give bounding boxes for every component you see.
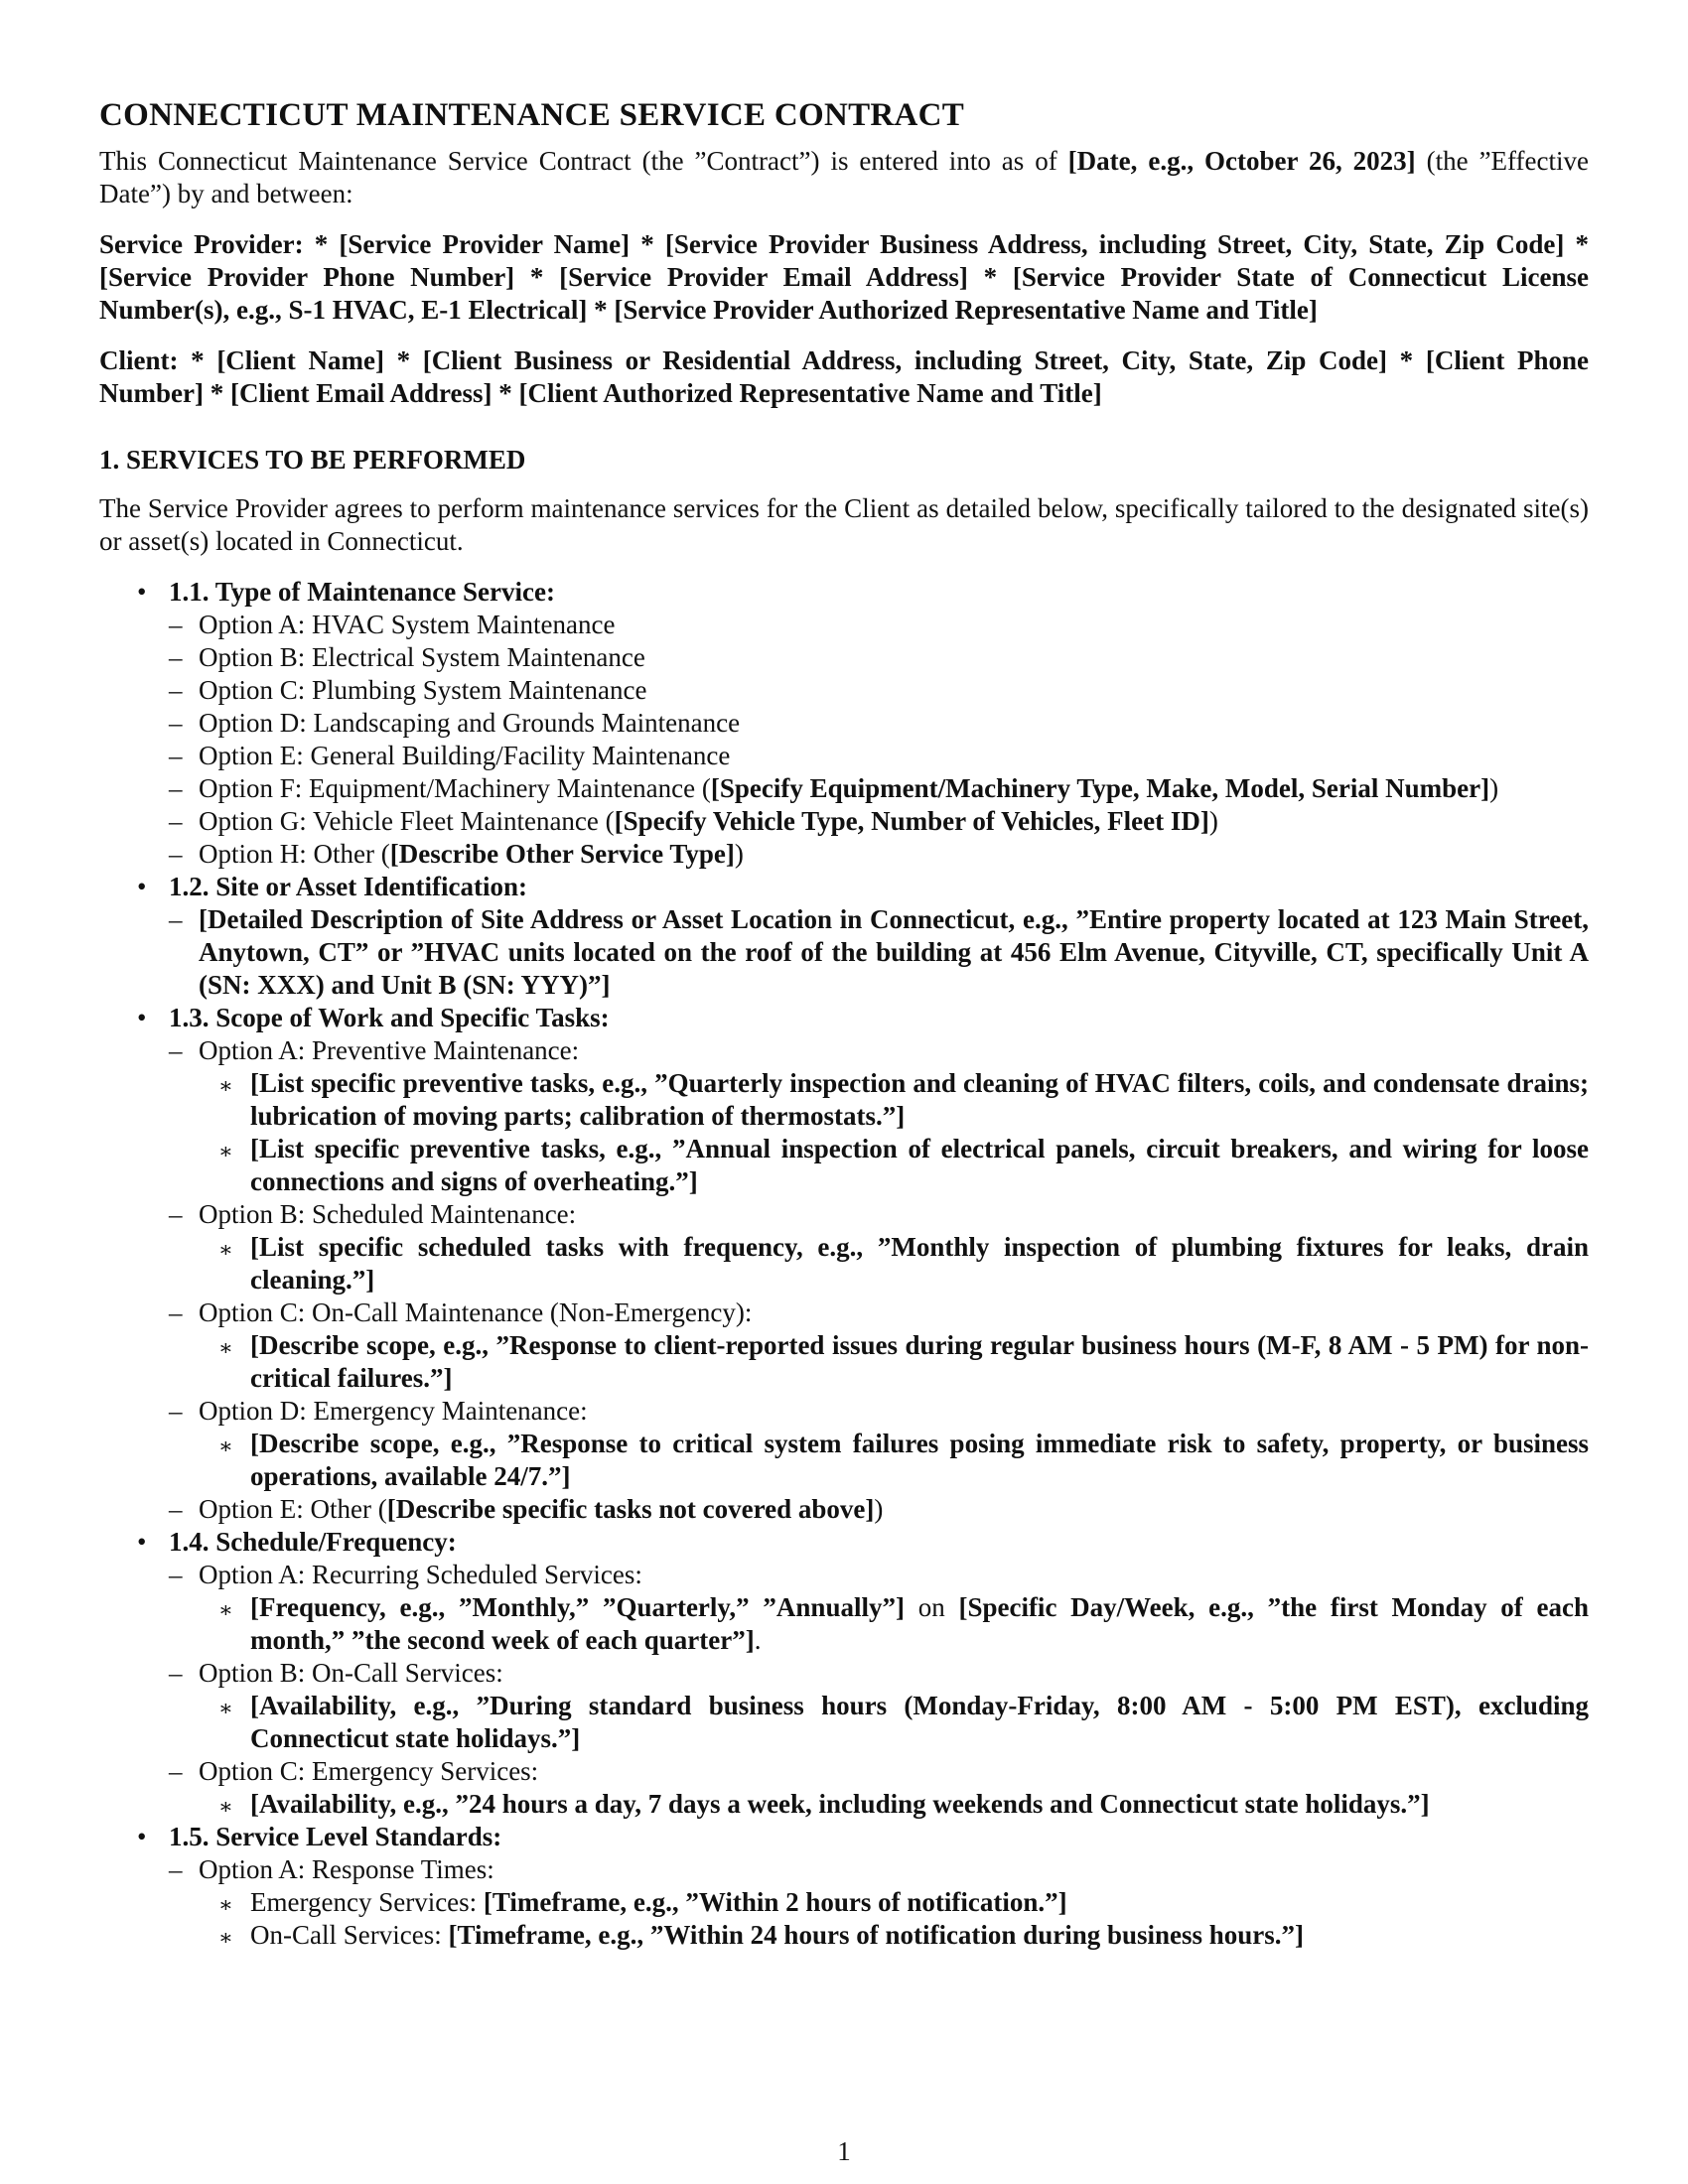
intro-paragraph: This Connecticut Maintenance Service Contract (the ”Contract”) is entered into as of [Date, e.g., October 26, 2023] (the ”Effective Date”) by and between: bbox=[99, 146, 1589, 208]
list-item: – Option E: Other ([Describe specific tasks not covered above]) bbox=[169, 1494, 884, 1524]
list-item: – Option B: Scheduled Maintenance: ∗ [List specific scheduled tasks with frequency, e.g., ”Monthly inspection of plumbing fixtures for leaks, drain cleaning.”] bbox=[169, 1199, 1589, 1295]
list-item: – Option B: Electrical System Maintenance bbox=[169, 642, 645, 672]
list-item: – Option C: On-Call Maintenance (Non-Emergency): ∗ [Describe scope, e.g., ”Response to client-reported issues during regular business hours (M-F, 8 AM - 5 PM) for non-critical failures.”] bbox=[169, 1297, 1589, 1393]
list-item: – Option A: Preventive Maintenance: ∗ [List specific preventive tasks, e.g., ”Quarterly inspection and cleaning of HVAC filters, coils, and condensate drains; lubrication of moving parts; calibration of thermostats.”] ∗ [List specific preventive tasks, e.g., ”Annual inspection of electrical panels, circuit breakers, and wiring for loose connections and signs of overheating.”] bbox=[169, 1035, 1589, 1196]
list-item: – Option D: Emergency Maintenance: ∗ [Describe scope, e.g., ”Response to critical system failures posing immediate risk to safety, property, or business operations, available 24/7.”] bbox=[169, 1396, 1589, 1491]
list-item: – Option C: Plumbing System Maintenance bbox=[169, 675, 647, 705]
list-item: – [Detailed Description of Site Address or Asset Location in Connecticut, e.g., ”Entire property located at 123 Main Street, Anytown, CT” or ”HVAC units located on the roof of the building at 456 Elm Avenue, Cityville, CT, specifically Unit A (SN: XXX) and Unit B (SN: YYY)”] bbox=[169, 904, 1589, 1000]
page-number: 1 bbox=[837, 2136, 851, 2166]
list-item: ∗ [Describe scope, e.g., ”Response to critical system failures posing immediate risk to safety, property, or business operations, available 24/7.”] bbox=[218, 1429, 1589, 1491]
list-item: ∗ Emergency Services: [Timeframe, e.g., ”Within 2 hours of notification.”] bbox=[218, 1887, 1067, 1917]
list-item: ∗ [Describe scope, e.g., ”Response to client-reported issues during regular business hours (M-F, 8 AM - 5 PM) for non-critical failures.”] bbox=[218, 1330, 1589, 1393]
section-1-heading: 1. SERVICES TO BE PERFORMED bbox=[99, 445, 526, 475]
list-item: – Option A: Response Times: ∗ Emergency Services: [Timeframe, e.g., ”Within 2 hours of notification.”] ∗ On-Call Services: [Timeframe, e.g., ”Within 24 hours of notification during business hours.”] bbox=[169, 1853, 1589, 1952]
list-item: – Option E: General Building/Facility Maintenance bbox=[169, 741, 731, 770]
list-item: – Option A: Recurring Scheduled Services: ∗ [Frequency, e.g., ”Monthly,” ”Quarterly,” ”Annually”] on [Specific Day/Week, e.g., ”the first Monday of each month,” ”the second week of each quarter”]. bbox=[169, 1560, 1590, 1655]
list-item: • 1.1. Type of Maintenance Service: – Option A: HVAC System Maintenance – Option B: Electrical System Maintenance – Option C: Plumbing System Maintenance – Option D: Landscaping and Grounds Maintenance – Option E: General Building/Facility Maintenance – Option F: Equipment/Machinery Maintenance ([Specify Equipment/Machinery Type, Make, Model, Serial Number]) – Option G: Vehicle Fleet Maintenance ([Specify Vehicle Type, Number of Vehicles, Fleet ID]) – Option H: Other ([Describe Other Service Type]) bbox=[99, 576, 1589, 871]
list-item: – Option B: On-Call Services: ∗ [Availability, e.g., ”During standard business hours (Monday-Friday, 8:00 AM - 5:00 PM EST), excluding Connecticut state holidays.”] bbox=[169, 1658, 1589, 1753]
list-item: • 1.3. Scope of Work and Specific Tasks: – Option A: Preventive Maintenance: ∗ [List specific preventive tasks, e.g., ”Quarterly inspection and cleaning of HVAC filters, coils, and condensate drains; lubrication of moving parts; calibration of thermostats.”] ∗ [List specific preventive tasks, e.g., ”Annual inspection of electrical panels, circuit breakers, and wiring for loose connections and signs of overheating.”] – Option B: Scheduled Maintenance: ∗ [List specific scheduled tasks with frequency, e.g., ”Monthly inspection of plumbing fixtures for leaks, drain cleaning.”] – Option C: On-Call Maintenance (Non-Emergency): ∗ [Describe scope, e.g., ”Response to client-reported issues during regular business hours (M-F, 8 AM - 5 PM) for non-critical failures.”] – Option D: Emergency Maintenance: ∗ [Describe scope, e.g., ”Response to critical system failures posing immediate risk to safety, property, or business operations, available 24/7.”] – Option E: Other ([Describe specific tasks not covered above]) bbox=[137, 1003, 1589, 1524]
list-item: ∗ [List specific scheduled tasks with frequency, e.g., ”Monthly inspection of plumbing fixtures for leaks, drain cleaning.”] bbox=[218, 1232, 1589, 1295]
list-item: – Option A: HVAC System Maintenance bbox=[169, 610, 616, 639]
list-item: • 1.5. Service Level Standards: – Option A: Response Times: ∗ Emergency Services: [Timeframe, e.g., ”Within 2 hours of notification.”] ∗ On-Call Services: [Timeframe, e.g., ”Within 24 hours of notification during business hours.”] bbox=[99, 1821, 1589, 1952]
list-item: ∗ [Availability, e.g., ”24 hours a day, 7 days a week, including weekends and Connecticut state holidays.”] bbox=[218, 1789, 1430, 1819]
list-item: ∗ On-Call Services: [Timeframe, e.g., ”Within 24 hours of notification during business hours.”] bbox=[218, 1920, 1305, 1950]
client-block: Client: * [Client Name] * [Client Business or Residential Address, including Street, City, State, Zip Code] * [Client Phone Number] * [Client Email Address] * [Client Authorized Representative Name and Title] bbox=[99, 345, 1589, 408]
list-item: ∗ [List specific preventive tasks, e.g., ”Annual inspection of electrical panels, circuit breakers, and wiring for loose connections and signs of overheating.”] bbox=[218, 1134, 1589, 1196]
list-item: ∗ [Frequency, e.g., ”Monthly,” ”Quarterly,” ”Annually”] on [Specific Day/Week, e.g., ”the first Monday of each month,” ”the second week of each quarter”]. bbox=[218, 1592, 1590, 1655]
list-item: – Option G: Vehicle Fleet Maintenance ([Specify Vehicle Type, Number of Vehicles, Fleet ID]) bbox=[169, 806, 1218, 836]
list-item: • 1.2. Site or Asset Identification: – [Detailed Description of Site Address or Asset Location in Connecticut, e.g., ”Entire property located at 123 Main Street, Anytown, CT” or ”HVAC units located on the roof of the building at 456 Elm Avenue, Cityville, CT, specifically Unit A (SN: XXX) and Unit B (SN: YYY)”] bbox=[137, 872, 1589, 1000]
list-item: – Option F: Equipment/Machinery Maintenance ([Specify Equipment/Machinery Type, Make, Model, Serial Number]) bbox=[169, 773, 1499, 803]
service-provider-block: Service Provider: * [Service Provider Name] * [Service Provider Business Address, including Street, City, State, Zip Code] * [Service Provider Phone Number] * [Service Provider Email Address] * [Service Provider State of Connecticut License Number(s), e.g., S-1 HVAC, E-1 Electrical] * [Service Provider Authorized Representative Name and Title] bbox=[99, 229, 1589, 325]
contract-title: CONNECTICUT MAINTENANCE SERVICE CONTRACT bbox=[99, 97, 965, 133]
list-item: – Option H: Other ([Describe Other Service Type]) bbox=[169, 839, 744, 869]
list-item: – Option D: Landscaping and Grounds Maintenance bbox=[169, 708, 741, 738]
list-item: • 1.4. Schedule/Frequency: – Option A: Recurring Scheduled Services: ∗ [Frequency, e.g., ”Monthly,” ”Quarterly,” ”Annually”] on [Specific Day/Week, e.g., ”the first Monday of each month,” ”the second week of each quarter”]. – Option B: On-Call Services: ∗ [Availability, e.g., ”During standard business hours (Monday-Friday, 8:00 AM - 5:00 PM EST), excluding Connecticut state holidays.”] – Option C: Emergency Services: ∗ [Availability, e.g., ”24 hours a day, 7 days a week, including weekends and Connecticut state holidays.”] bbox=[137, 1527, 1590, 1819]
section-1-intro: The Service Provider agrees to perform maintenance services for the Client as detailed below, specifically tailored to the designated site(s) or asset(s) located in Connecticut. bbox=[99, 493, 1589, 556]
list-item: – Option C: Emergency Services: ∗ [Availability, e.g., ”24 hours a day, 7 days a week, including weekends and Connecticut state holidays.”] bbox=[169, 1755, 1589, 1821]
list-item: ∗ [List specific preventive tasks, e.g., ”Quarterly inspection and cleaning of HVAC filters, coils, and condensate drains; lubrication of moving parts; calibration of thermostats.”] bbox=[218, 1068, 1589, 1131]
list-item: ∗ [Availability, e.g., ”During standard business hours (Monday-Friday, 8:00 AM - 5:00 PM EST), excluding Connecticut state holidays.”] bbox=[218, 1691, 1589, 1753]
section-1-list bbox=[99, 576, 1589, 1952]
document-page bbox=[99, 95, 1589, 1952]
